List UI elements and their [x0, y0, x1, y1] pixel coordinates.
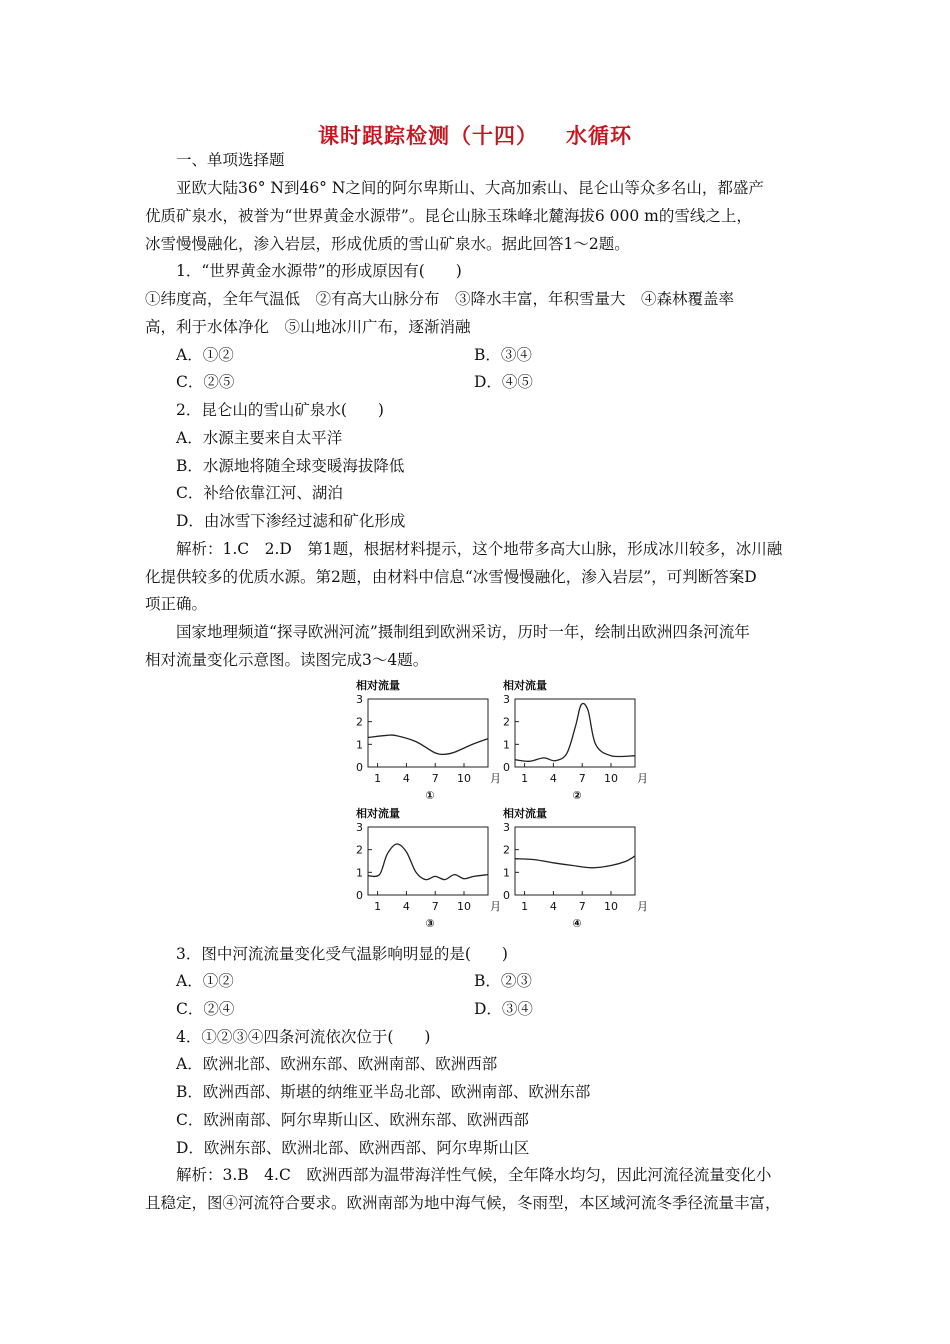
question-4-option-d: D．欧洲东部、欧洲北部、欧洲西部、阿尔卑斯山区 [176, 1139, 530, 1157]
title-topic: 水循环 [566, 124, 632, 148]
chart-xtick-label: 1 [521, 772, 529, 785]
passage-1-line: 亚欧大陆36° N到46° N之间的阿尔卑斯山、大高加索山、昆仑山等众多名山，都盛产 [176, 179, 764, 197]
chart-xtick-label: 4 [402, 900, 410, 913]
chart-xtick-label: 7 [578, 900, 586, 913]
question-4-option-c: C．欧洲南部、阿尔卑斯山区、欧洲东部、欧洲西部 [176, 1111, 529, 1129]
chart-ylabel: 相对流量 [356, 679, 400, 692]
chart-flow-line [368, 844, 488, 880]
chart-ytick-label: 3 [356, 693, 363, 706]
chart-ytick-label: 0 [503, 761, 510, 774]
question-2-option-b: B．水源地将随全球变暖海拔降低 [176, 457, 405, 475]
question-3-option-d: D．③④ [474, 1000, 533, 1018]
passage-1-line: 冰雪慢慢融化，渗入岩层，形成优质的雪山矿泉水。据此回答1～2题。 [145, 235, 630, 253]
analysis-2-line: 解析：3.B 4.C 欧洲西部为温带海洋性气候，全年降水均匀，因此河流径流量变化小 [176, 1166, 772, 1184]
chart-xtick-label: 1 [374, 900, 382, 913]
chart-ytick-label: 0 [503, 889, 510, 902]
chart-ylabel: 相对流量 [503, 807, 547, 820]
page-title [0, 120, 950, 150]
passage-1-line: 优质矿泉水，被誉为“世界黄金水源带”。昆仑山脉玉珠峰北麓海拔6 000 m的雪线之上， [145, 207, 752, 225]
chart-flow-line [368, 735, 488, 754]
chart-xtick-label: 4 [549, 772, 557, 785]
question-1-statements: 高，利于水体净化 ⑤山地冰川广布，逐渐消融 [145, 318, 471, 336]
chart-xtick-label: 7 [431, 772, 439, 785]
chart-ytick-label: 1 [503, 866, 510, 880]
question-2-option-d: D．由冰雪下渗经过滤和矿化形成 [176, 512, 406, 530]
chart-ytick-label: 1 [356, 866, 363, 880]
question-4-option-b: B．欧洲西部、斯堪的纳维亚半岛北部、欧洲南部、欧洲东部 [176, 1083, 591, 1101]
chart-panel-label: ① [425, 789, 435, 802]
analysis-1-line: 项正确。 [145, 595, 208, 613]
chart-panel-label: ④ [572, 917, 582, 930]
question-1-option-d: D．④⑤ [474, 373, 533, 391]
chart-xtick-label: 1 [521, 900, 529, 913]
chart-ytick-label: 1 [356, 738, 363, 752]
chart-frame [515, 827, 635, 895]
question-1-stem: 1．“世界黄金水源带”的形成原因有( ) [176, 262, 462, 280]
question-3-option-b: B．②③ [474, 972, 532, 990]
question-1-option-c: C．②⑤ [176, 373, 235, 391]
chart-ytick-label: 2 [356, 843, 363, 857]
chart-xtick-label: 10 [457, 772, 471, 785]
chart-xtick-label: 4 [402, 772, 410, 785]
passage-2-line: 相对流量变化示意图。读图完成3～4题。 [145, 651, 429, 669]
chart-frame [368, 827, 488, 895]
analysis-1-line: 解析：1.C 2.D 第1题，根据材料提示，这个地带多高大山脉，形成冰川较多，冰川融 [176, 540, 783, 558]
question-3-stem: 3．图中河流流量变化受气温影响明显的是( ) [176, 945, 508, 963]
chart-panel-label: ② [572, 789, 582, 802]
chart-flow-line [515, 856, 635, 868]
chart-xtick-label: 10 [604, 900, 618, 913]
passage-2-line: 国家地理频道“探寻欧洲河流”摄制组到欧洲采访，历时一年，绘制出欧洲四条河流年 [176, 623, 750, 641]
title-main: 课时跟踪检测（十四） [318, 124, 538, 148]
section-heading: 一、单项选择题 [176, 151, 285, 169]
chart-ytick-label: 1 [503, 738, 510, 752]
chart-panel-label: ③ [425, 917, 435, 930]
analysis-2-line: 且稳定，图④河流符合要求。欧洲南部为地中海气候，冬雨型，本区域河流冬季径流量丰富， [145, 1194, 781, 1212]
question-1-option-a: A．①② [176, 346, 234, 364]
chart-frame [368, 699, 488, 767]
chart-ytick-label: 0 [356, 889, 363, 902]
question-1-statements: ①纬度高，全年气温低 ②有高大山脉分布 ③降水丰富，年积雪量大 ④森林覆盖率 [145, 290, 735, 308]
question-1-option-b: B．③④ [474, 346, 532, 364]
chart-ytick-label: 3 [503, 693, 510, 706]
chart-xlabel: 月 [490, 900, 501, 913]
river-flow-charts [340, 676, 648, 938]
chart-xlabel: 月 [637, 900, 648, 913]
chart-xtick-label: 10 [457, 900, 471, 913]
chart-flow-line [515, 703, 635, 761]
chart-ytick-label: 2 [356, 715, 363, 729]
chart-xtick-label: 4 [549, 900, 557, 913]
chart-xlabel: 月 [637, 772, 648, 785]
chart-xlabel: 月 [490, 772, 501, 785]
question-3-option-a: A．①② [176, 972, 234, 990]
chart-xtick-label: 10 [604, 772, 618, 785]
chart-ytick-label: 3 [503, 821, 510, 834]
chart-xtick-label: 1 [374, 772, 382, 785]
chart-ytick-label: 0 [356, 761, 363, 774]
chart-ylabel: 相对流量 [356, 807, 400, 820]
question-4-option-a: A．欧洲北部、欧洲东部、欧洲南部、欧洲西部 [176, 1055, 498, 1073]
river-flow-figure [340, 676, 648, 938]
chart-xtick-label: 7 [431, 900, 439, 913]
chart-xtick-label: 7 [578, 772, 586, 785]
question-2-option-c: C．补给依靠江河、湖泊 [176, 484, 343, 502]
chart-ytick-label: 2 [503, 715, 510, 729]
analysis-1-line: 化提供较多的优质水源。第2题，由材料中信息“冰雪慢慢融化，渗入岩层”，可判断答案D [145, 568, 757, 586]
chart-ytick-label: 3 [356, 821, 363, 834]
question-4-stem: 4．①②③④四条河流依次位于( ) [176, 1028, 431, 1046]
chart-ytick-label: 2 [503, 843, 510, 857]
question-2-stem: 2．昆仑山的雪山矿泉水( ) [176, 401, 384, 419]
question-2-option-a: A．水源主要来自太平洋 [176, 429, 343, 447]
question-3-option-c: C．②④ [176, 1000, 235, 1018]
chart-ylabel: 相对流量 [503, 679, 547, 692]
